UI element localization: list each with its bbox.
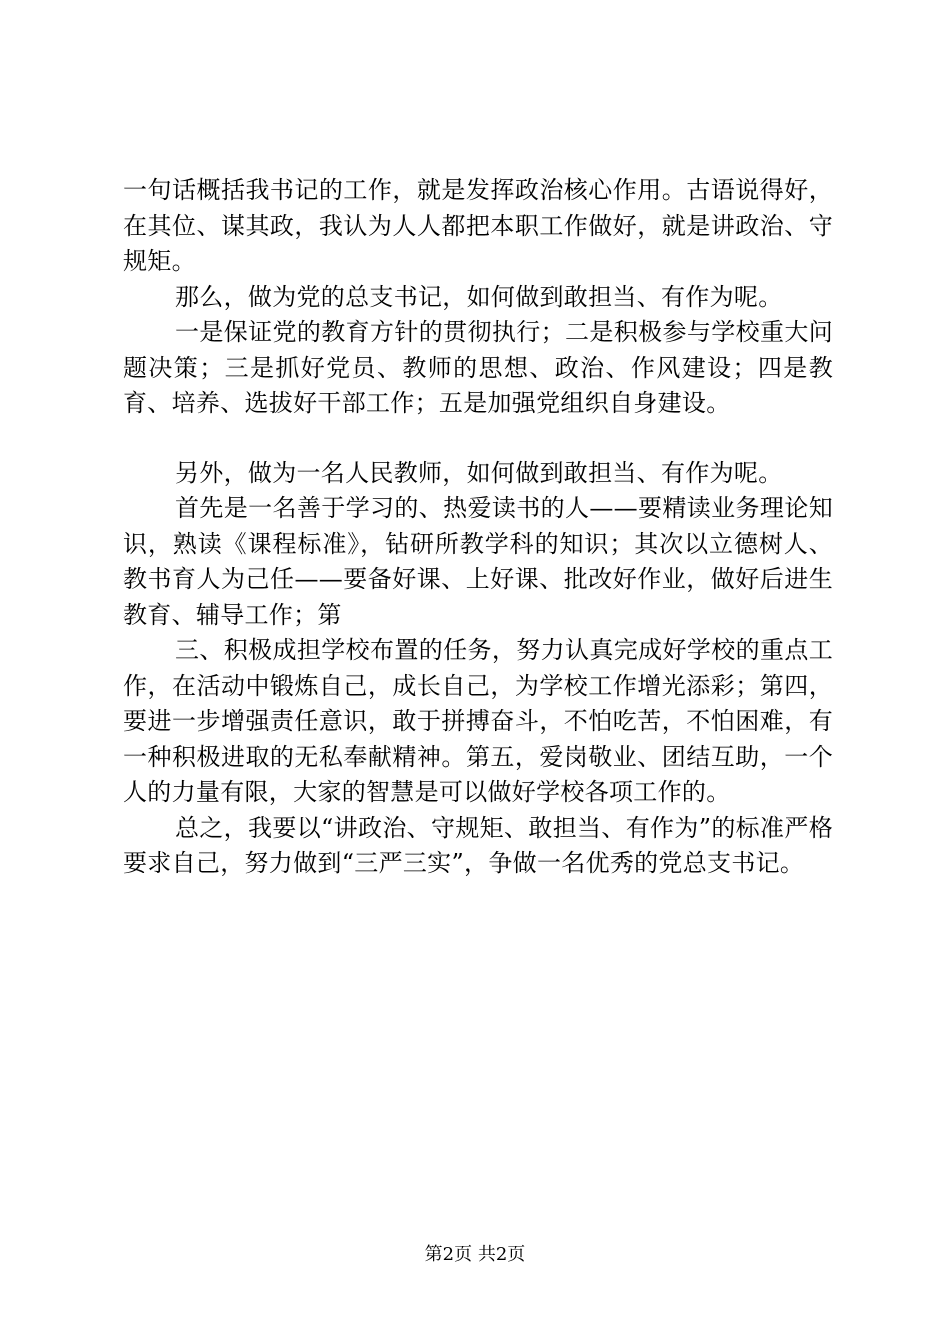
paragraph-question-teacher: 另外，做为一名人民教师，如何做到敢担当、有作为呢。 — [175, 458, 783, 487]
page-footer: 第2页 共2页 — [424, 1244, 526, 1265]
document-body — [123, 173, 833, 882]
paragraph-summary-opening: 一句话概括我书记的工作，就是发挥政治核心作用。古语说得好，在其位、谋其政，我认为人人都把本职工作做好，就是讲政治、守规矩。 — [123, 176, 833, 275]
paragraph-secretary-duties: 一是保证党的教育方针的贯彻执行；二是积极参与学校重大问题决策；三是抓好党员、教师的思想、政治、作风建设；四是教育、培养、选拔好干部工作；五是加强党组织自身建设。 — [123, 318, 833, 417]
paragraph-third-point: 三、积极成担学校布置的任务，努力认真完成好学校的重点工作，在活动中锻炼自己，成长自己，为学校工作增光添彩；第四，要进一步增强责任意识，敢于拼搏奋斗，不怕吃苦，不怕困难，有一种积极进取的无私奉献精神。第五，爱岗敬业、团结互助，一个人的力量有限，大家的智慧是可以做好学校各项工作的。 — [123, 636, 833, 806]
paragraph-teacher-duties: 首先是一名善于学习的、热爱读书的人——要精读业务理论知识，熟读《课程标准》，钻研所教学科的知识；其次以立德树人、教书育人为己任——要备好课、上好课、批改好作业，做好后进生教育、辅导工作；第 — [123, 494, 833, 629]
paragraph-conclusion: 总之，我要以“讲政治、守规矩、敢担当、有作为”的标准严格要求自己，努力做到“三严三实”，争做一名优秀的党总支书记。 — [123, 813, 833, 877]
paragraph-question-secretary: 那么，做为党的总支书记，如何做到敢担当、有作为呢。 — [175, 282, 783, 311]
